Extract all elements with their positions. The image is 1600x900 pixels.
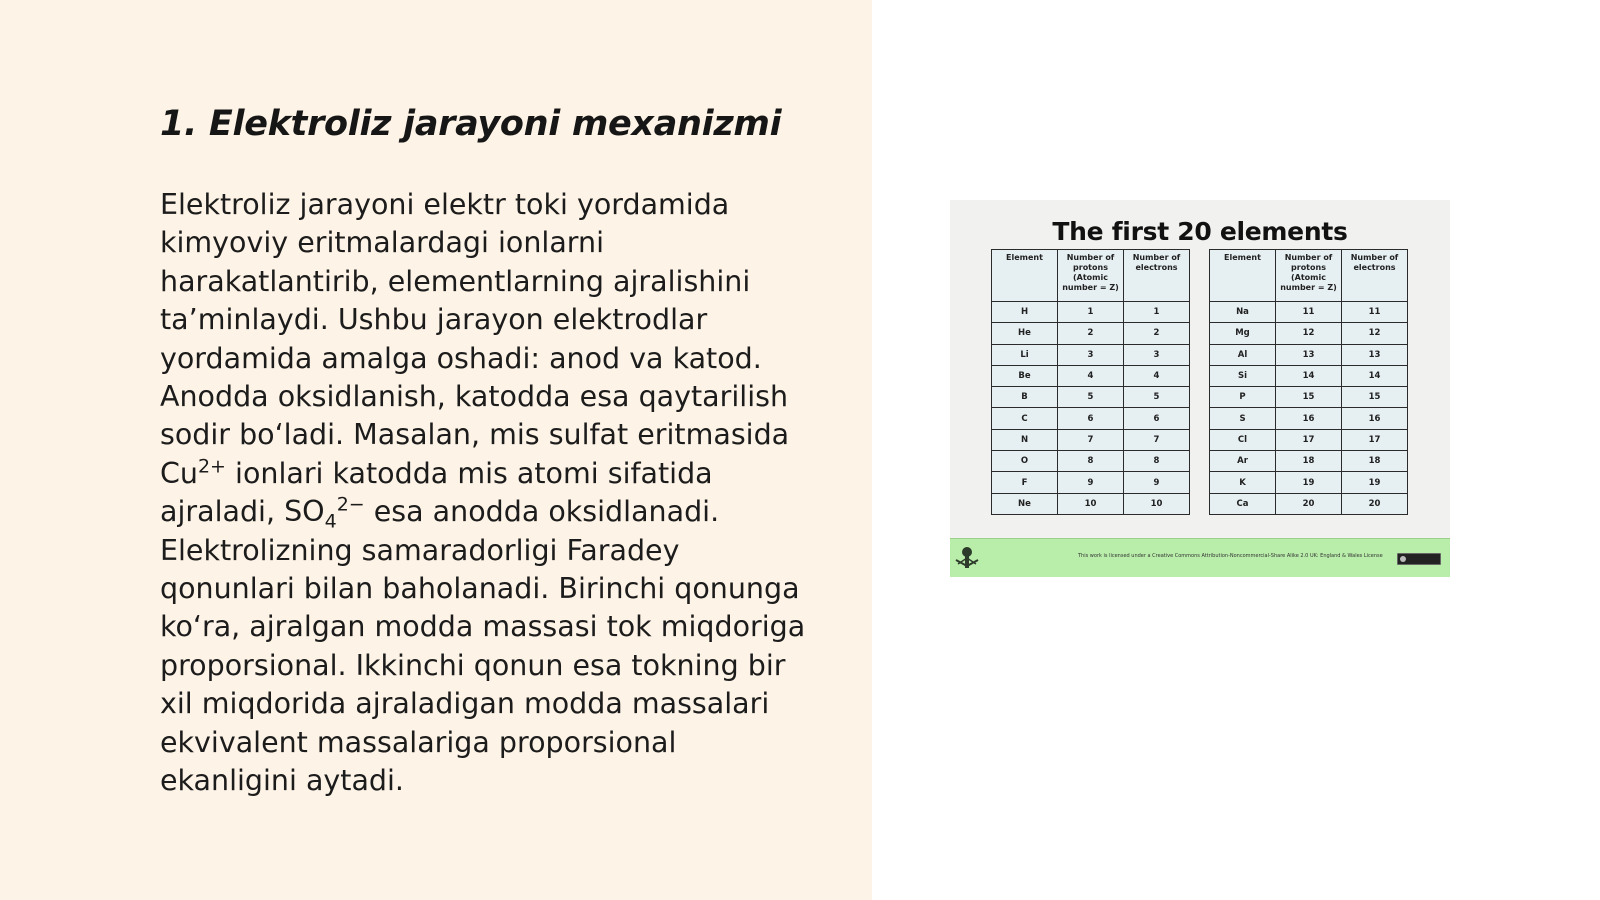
protons-cell: 8 [1058,451,1124,472]
header-electrons: Number of electrons [1342,250,1408,302]
body-text-segment: ajraladi, SO [160,495,325,529]
body-text-segment: kimyoviy eritmalardagi ionlarni [160,226,604,260]
table-row [1210,493,1408,514]
header-element: Element [992,250,1058,302]
cc-license-badge-icon [1397,553,1441,565]
electrons-cell: 11 [1342,302,1408,323]
superscript-text: 2+ [197,455,226,478]
electrons-cell: 19 [1342,472,1408,493]
protons-cell: 13 [1276,344,1342,365]
elements-table-right [1209,249,1408,515]
table-row [1210,408,1408,429]
electrons-cell: 13 [1342,344,1408,365]
table-row [992,344,1190,365]
body-text-segment: yordamida amalga oshadi: anod va katod. [160,341,762,375]
table-row [992,302,1190,323]
body-text-segment: Anodda oksidlanish, katodda esa qaytarilish [160,380,789,414]
table-row [1210,387,1408,408]
header-electrons: Number of electrons [1124,250,1190,302]
body-text-segment: ta’minlaydi. Ushbu jarayon elektrodlar [160,303,708,337]
table-row [1210,365,1408,386]
body-line [160,340,850,378]
body-text-segment: ko‘ra, ajralgan modda massasi tok miqdoriga [160,610,806,644]
body-line [160,493,850,531]
electrons-cell: 5 [1124,387,1190,408]
body-line [160,263,850,301]
element-symbol-cell: Na [1210,302,1276,323]
elements-table-image [950,200,1450,576]
element-symbol-cell: Ar [1210,451,1276,472]
license-footer [950,538,1450,577]
body-text-segment: Cu [160,456,198,490]
electrons-cell: 2 [1124,323,1190,344]
element-symbol-cell: He [992,323,1058,344]
protons-cell: 15 [1276,387,1342,408]
protons-cell: 1 [1058,302,1124,323]
body-line [160,762,850,800]
table-row [992,387,1190,408]
table-row [992,408,1190,429]
electrons-cell: 16 [1342,408,1408,429]
element-symbol-cell: F [992,472,1058,493]
body-text-segment: ionlari katodda mis atomi sifatida [225,456,713,490]
header-element: Element [1210,250,1276,302]
body-text-segment: ekanligini aytadi. [160,764,404,798]
protons-cell: 14 [1276,365,1342,386]
table-row [1210,302,1408,323]
elements-table-left [991,249,1190,515]
table-row [992,365,1190,386]
protons-cell: 20 [1276,493,1342,514]
protons-cell: 17 [1276,429,1342,450]
protons-cell: 10 [1058,493,1124,514]
protons-cell: 12 [1276,323,1342,344]
table-row [1210,451,1408,472]
body-text-segment: xil miqdorida ajraladigan modda massalari [160,687,770,721]
license-text: This work is licensed under a Creative Commons Attribution-Noncommercial-Share Alike 2.0 UK: England & Wales License [1078,553,1383,559]
element-symbol-cell: O [992,451,1058,472]
body-line [160,647,850,685]
slide-title: 1. Elektroliz jarayoni mexanizmi [160,104,782,144]
element-symbol-cell: Ca [1210,493,1276,514]
electrons-cell: 14 [1342,365,1408,386]
body-text-segment: esa anodda oksidlanadi. [364,495,720,529]
element-symbol-cell: K [1210,472,1276,493]
protons-cell: 2 [1058,323,1124,344]
protons-cell: 11 [1276,302,1342,323]
element-symbol-cell: Si [1210,365,1276,386]
body-text-segment: harakatlantirib, elementlarning ajralishini [160,264,751,298]
header-protons: Number of protons (Atomic number = Z) [1276,250,1342,302]
electrons-cell: 15 [1342,387,1408,408]
element-symbol-cell: Mg [1210,323,1276,344]
electrons-cell: 9 [1124,472,1190,493]
element-symbol-cell: N [992,429,1058,450]
protons-cell: 9 [1058,472,1124,493]
body-line [160,570,850,608]
body-text-segment: qonunlari bilan baholanadi. Birinchi qonunga [160,572,800,606]
body-line [160,378,850,416]
table-row [992,493,1190,514]
table-row [992,472,1190,493]
body-text-segment: ekvivalent massalariga proporsional [160,725,677,759]
body-line [160,724,850,762]
body-line [160,301,850,339]
element-symbol-cell: C [992,408,1058,429]
body-line [160,224,850,262]
element-symbol-cell: Cl [1210,429,1276,450]
electrons-cell: 17 [1342,429,1408,450]
body-line [160,416,850,454]
body-line [160,455,850,493]
body-text-segment: sodir bo‘ladi. Masalan, mis sulfat eritmasida [160,418,790,452]
subscript-text: 4 [324,510,337,533]
body-text-segment: Elektrolizning samaradorligi Faradey [160,533,680,567]
table-row [992,429,1190,450]
element-symbol-cell: P [1210,387,1276,408]
body-text-segment: proporsional. Ikkinchi qonun esa tokning bir [160,648,786,682]
electrons-cell: 7 [1124,429,1190,450]
table-row [1210,344,1408,365]
body-line [160,532,850,570]
electrons-cell: 18 [1342,451,1408,472]
protons-cell: 16 [1276,408,1342,429]
body-line [160,685,850,723]
element-symbol-cell: S [1210,408,1276,429]
table-row [1210,323,1408,344]
table-row [992,323,1190,344]
protons-cell: 19 [1276,472,1342,493]
electrons-cell: 12 [1342,323,1408,344]
protons-cell: 5 [1058,387,1124,408]
electrons-cell: 8 [1124,451,1190,472]
protons-cell: 6 [1058,408,1124,429]
element-symbol-cell: Ne [992,493,1058,514]
protons-cell: 7 [1058,429,1124,450]
figure-title: The first 20 elements [1052,217,1348,246]
body-line [160,608,850,646]
superscript-text: 2− [336,493,365,516]
electrons-cell: 1 [1124,302,1190,323]
electrons-cell: 3 [1124,344,1190,365]
electrons-cell: 20 [1342,493,1408,514]
element-symbol-cell: B [992,387,1058,408]
electrons-cell: 4 [1124,365,1190,386]
element-symbol-cell: Al [1210,344,1276,365]
table-row [1210,472,1408,493]
protons-cell: 3 [1058,344,1124,365]
protons-cell: 18 [1276,451,1342,472]
body-text-segment: Elektroliz jarayoni elektr toki yordamida [160,188,730,221]
header-protons: Number of protons (Atomic number = Z) [1058,250,1124,302]
table-row [992,451,1190,472]
body-line [160,186,850,224]
electrons-cell: 6 [1124,408,1190,429]
element-symbol-cell: Li [992,344,1058,365]
element-symbol-cell: Be [992,365,1058,386]
protons-cell: 4 [1058,365,1124,386]
logo-icon [954,544,980,572]
element-symbol-cell: H [992,302,1058,323]
slide-body-text [160,186,850,801]
electrons-cell: 10 [1124,493,1190,514]
table-row [1210,429,1408,450]
